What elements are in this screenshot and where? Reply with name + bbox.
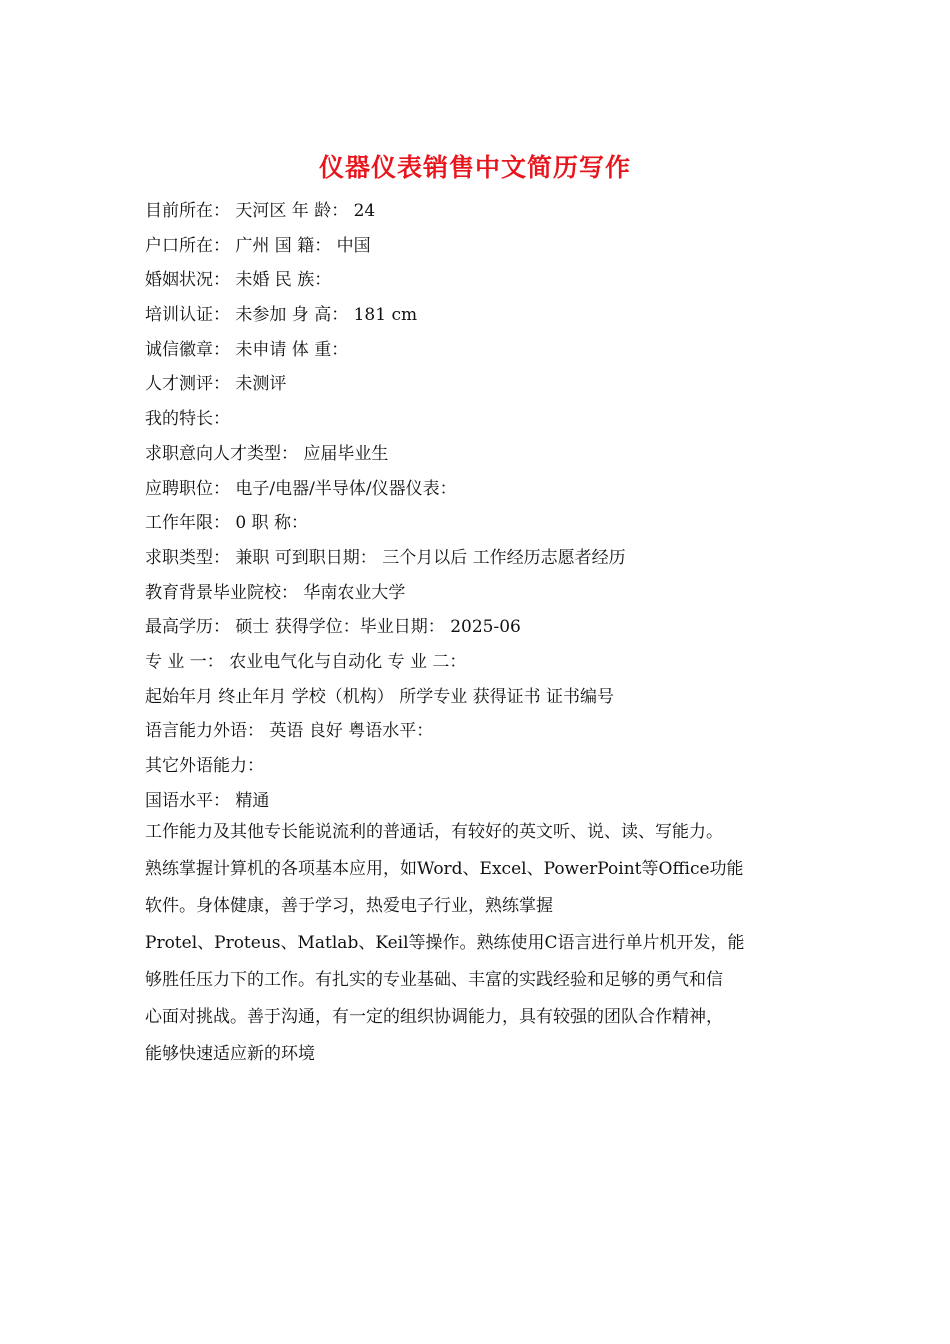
field-education-header: 起始年月 终止年月 学校（机构） 所学专业 获得证书 证书编号	[145, 686, 615, 707]
page-title: 仪器仪表销售中文简历写作	[318, 153, 631, 182]
field-hukou: 户口所在： 广州 国 籍： 中国	[145, 235, 371, 256]
paragraph-line: 能够快速适应新的环境	[145, 1044, 315, 1064]
paragraph-line: 够胜任压力下的工作。有扎实的专业基础、丰富的实践经验和足够的勇气和信	[145, 970, 723, 990]
field-training: 培训认证： 未参加 身 高： 181 cm	[145, 305, 418, 326]
field-major: 专 业 一： 农业电气化与自动化 专 业 二：	[145, 651, 467, 672]
field-school: 教育背景毕业院校： 华南农业大学	[145, 582, 406, 603]
field-talent-assessment: 人才测评： 未测评	[145, 374, 287, 395]
paragraph-line: 软件。身体健康，善于学习，热爱电子行业，熟练掌握	[145, 896, 553, 916]
field-mandarin: 国语水平： 精通	[145, 790, 270, 811]
paragraph-line: 熟练掌握计算机的各项基本应用，如Word、Excel、PowerPoint等Office功能	[145, 859, 744, 879]
field-position: 应聘职位： 电子/电器/半导体/仪器仪表：	[145, 478, 457, 499]
field-work-years: 工作年限： 0 职 称：	[145, 513, 309, 534]
paragraph-line: Protel、Proteus、Matlab、Keil等操作。熟练使用C语言进行单片机开发，能	[145, 933, 745, 953]
field-job-type: 求职类型： 兼职 可到职日期： 三个月以后 工作经历志愿者经历	[145, 547, 626, 568]
paragraph-line: 心面对挑战。善于沟通，有一定的组织协调能力，具有较强的团队合作精神，	[145, 1007, 723, 1027]
field-marital-status: 婚姻状况： 未婚 民 族：	[145, 270, 332, 291]
skills-paragraph	[145, 814, 810, 1073]
field-specialty: 我的特长：	[145, 409, 230, 430]
field-degree: 最高学历： 硕士 获得学位：毕业日期： 2025-06	[145, 617, 521, 638]
field-foreign-language: 语言能力外语： 英语 良好 粤语水平：	[145, 721, 434, 742]
field-job-intent: 求职意向人才类型： 应届毕业生	[145, 443, 389, 464]
field-other-language: 其它外语能力：	[145, 756, 264, 776]
resume-fields	[145, 194, 825, 818]
paragraph-line: 工作能力及其他专长能说流利的普通话，有较好的英文听、说、读、写能力。	[145, 822, 723, 842]
field-credit-badge: 诚信徽章： 未申请 体 重：	[145, 339, 349, 360]
field-current-location: 目前所在： 天河区 年 龄： 24	[145, 201, 376, 221]
